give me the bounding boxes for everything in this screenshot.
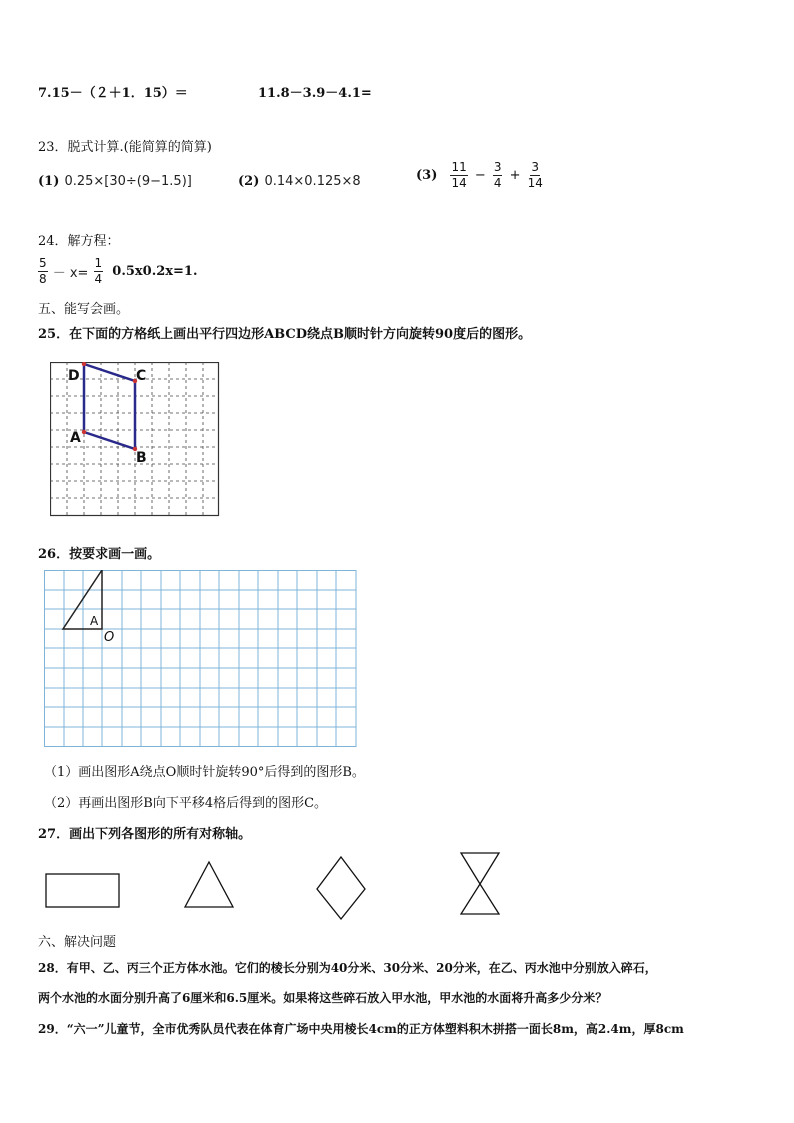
- question-28-line-1: 28．有甲、乙、丙三个正方体水池。它们的棱长分别为40分米、30分米、20分米，在乙、丙水池中分别放入碎石，: [38, 961, 657, 975]
- fraction: $\frac{11}{14}$: [451, 160, 467, 190]
- question-26-sub-2: （2）再画出图形B向下平移4格后得到的图形C。: [44, 796, 328, 811]
- math-expression: 0.14×0.125×8: [264, 174, 361, 189]
- rhombus-shape: [317, 857, 365, 919]
- parallelogram-abcd: [84, 364, 135, 449]
- label-d: D: [68, 368, 80, 384]
- question-28-line-2: 两个水池的水面分别升高了6厘米和6.5厘米。如果将这些碎石放入甲水池，甲水池的水面将升高多少分米？: [38, 991, 608, 1005]
- expression-1: 7.15－（２＋1．15）＝: [38, 86, 188, 101]
- fraction: $\frac{3}{4}$: [493, 160, 502, 190]
- question-23-part-1: [38, 170, 192, 189]
- equation-middle: － x=: [52, 266, 89, 281]
- question-29-line-1: 29．“六一”儿童节，全市优秀队员代表在体育广场中央用棱长4cm的正方体塑料积木拼搭一面长8m，高2.4m，厚8cm: [38, 1022, 684, 1036]
- question-23-part-3: (3) $\frac{11}{14}$ − $\frac{3}{4}$ + $\frac{3}{14}$: [416, 160, 543, 190]
- blue-grid: [44, 570, 356, 747]
- label-a: A: [90, 614, 99, 628]
- question-27-title: 27．画出下列各图形的所有对称轴。: [38, 827, 252, 842]
- question-23-title: 23．脱式计算.(能简算的简算): [38, 140, 212, 155]
- question-24-title: 24．解方程：: [38, 234, 120, 249]
- equation-2: 0.5x0.2x=1.: [112, 264, 198, 279]
- triangle-shape: [185, 862, 233, 907]
- question-25-title: 25．在下面的方格纸上画出平行四边形ABCD绕点B顺时针方向旋转90度后的图形。: [38, 327, 532, 342]
- question-23-part-2: [238, 170, 361, 189]
- question-26-title: 26．按要求画一画。: [38, 547, 161, 562]
- section-5-heading: 五、能写会画。: [38, 302, 130, 317]
- question-26-sub-1: （1）画出图形A绕点O顺时针旋转90°后得到的图形B。: [44, 765, 365, 780]
- fraction: $\frac{1}{4}$: [94, 256, 103, 286]
- part-label: (3): [416, 168, 438, 183]
- part-label: (2): [238, 174, 260, 189]
- hourglass-shape: [461, 853, 499, 914]
- math-expression: 0.25×[30÷(9−1.5)]: [64, 174, 192, 189]
- shapes-27: [40, 850, 520, 920]
- grid-paper-26: [44, 570, 360, 750]
- rectangle-shape: [46, 874, 119, 907]
- grid-paper-25: [50, 362, 220, 518]
- question-24-equations: [38, 256, 197, 287]
- section-6-heading: 六、解决问题: [38, 935, 117, 950]
- expression-2: 11.8－3.9－4.1=: [258, 86, 372, 101]
- label-o: O: [104, 630, 115, 645]
- fraction: $\frac{5}{8}$: [39, 256, 47, 286]
- fraction: $\frac{3}{14}$: [527, 160, 543, 190]
- label-c: C: [136, 368, 147, 384]
- label-a: A: [70, 430, 81, 446]
- label-b: B: [136, 450, 147, 466]
- part-label: (1): [38, 174, 60, 189]
